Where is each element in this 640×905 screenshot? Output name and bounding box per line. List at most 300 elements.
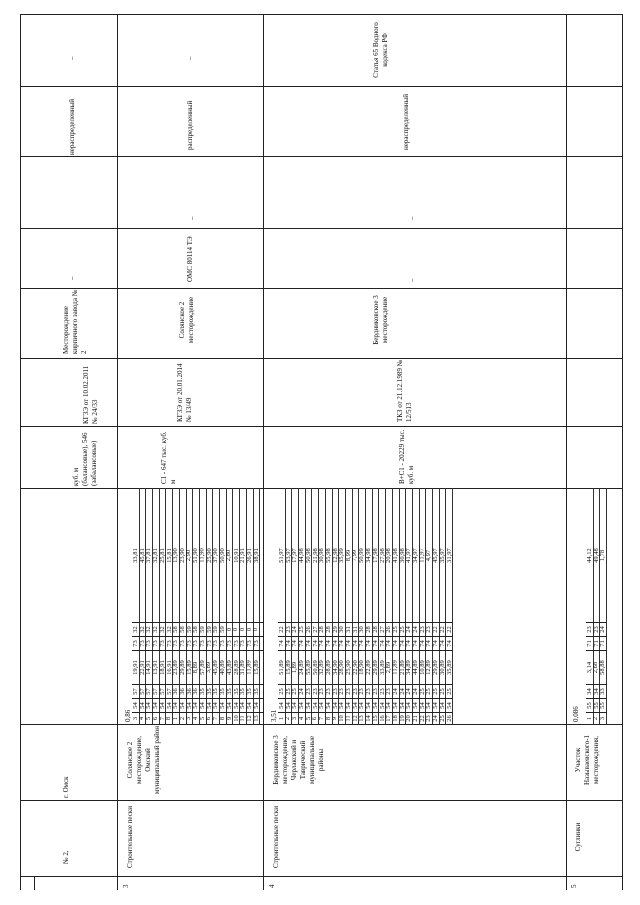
coordinate-value: 74: [411, 639, 419, 647]
coordinate-value: 12: [351, 714, 359, 722]
coordinate-value: 24: [431, 714, 439, 722]
coordinate-value: 54: [131, 701, 139, 709]
coordinate-cell: [446, 684, 453, 698]
coordinate-value: 30,89: [438, 659, 446, 675]
coordinate-value: 57: [151, 687, 159, 695]
coordinate-value: 8: [165, 716, 173, 720]
row-boundary-header: [117, 14, 118, 890]
coordinate-value: 44,98: [297, 547, 305, 563]
coordinate-value: 54: [212, 701, 220, 709]
coordinate-cell: [338, 488, 345, 622]
coordinate-cell: [412, 636, 419, 650]
row-boundary-3: [263, 14, 264, 890]
coordinate-value: 31: [351, 625, 359, 633]
coordinate-value: 33: [599, 687, 607, 695]
coordinate-value: 50,89: [311, 659, 319, 675]
coordinate-value: 32: [145, 625, 153, 633]
coordinate-value: 10,89: [418, 659, 426, 675]
coordinate-value: 23: [311, 687, 319, 695]
coordinate-value: 2: [178, 716, 186, 720]
coordinate-cell: [132, 684, 139, 698]
coordinate-value: 3: [131, 716, 139, 720]
coordinate-value: 54: [331, 701, 339, 709]
coordinate-value: 33,89: [378, 659, 386, 675]
coordinate-cell: [278, 684, 285, 698]
coordinate-cell: [152, 712, 159, 724]
coordinate-value: 4: [192, 716, 200, 720]
coordinate-cell: [345, 622, 352, 636]
coordinate-value: 21,91: [239, 547, 247, 563]
coordinate-value: 11,90: [198, 547, 206, 563]
coordinate-value: 25: [445, 687, 453, 695]
coordinate-cell: [599, 684, 606, 698]
coordinate-value: 44,89: [411, 659, 419, 675]
coordinate-subcol-line: [278, 636, 453, 637]
coordinate-value: 3,14: [585, 661, 593, 673]
coordinate-value: 2,90: [185, 549, 193, 561]
coordinate-value: 8: [324, 716, 332, 720]
coordinate-cell: [446, 488, 453, 622]
coordinate-cell: [212, 712, 219, 724]
coordinate-cell: [365, 488, 372, 622]
coordinate-cell: [379, 650, 386, 684]
coordinate-subcol-line: [278, 622, 453, 623]
coordinate-value: 35: [218, 687, 226, 695]
coordinate-cell: [226, 488, 233, 622]
coordinate-value: 35,97: [438, 547, 446, 563]
coordinate-value: 2,68: [592, 661, 600, 673]
coordinate-subcol-line: [586, 712, 607, 713]
coordinate-value: 5: [198, 716, 206, 720]
coordinate-cell: [253, 622, 260, 636]
row4-restrictions: Статья 65 Водного кодекса РФ: [372, 22, 389, 78]
coordinate-value: 8: [218, 716, 226, 720]
coordinate-value: 10,91: [232, 547, 240, 563]
row3-user: ОМС 80114 ТЭ: [186, 236, 194, 282]
coordinate-value: 73: [205, 639, 213, 647]
coordinate-value: 73: [158, 639, 166, 647]
coordinate-value: 58: [178, 625, 186, 633]
coordinate-value: 41,98: [391, 547, 399, 563]
coordinate-cell: [172, 712, 179, 724]
coordinate-cell: [325, 622, 332, 636]
coordinate-value: 74: [364, 639, 372, 647]
coordinate-value: 9: [225, 716, 233, 720]
coordinate-cell: [439, 712, 446, 724]
coordinate-cell: [132, 622, 139, 636]
coordinate-cell: [392, 698, 399, 712]
coordinate-value: 32: [158, 625, 166, 633]
coordinate-value: 34: [585, 687, 593, 695]
coordinate-value: 74: [358, 639, 366, 647]
coordinate-value: 6: [311, 716, 319, 720]
coordinate-value: 24: [398, 687, 406, 695]
coordinate-value: 29,89: [371, 659, 379, 675]
coordinate-cell: [439, 636, 446, 650]
coordinate-value: 5: [145, 716, 153, 720]
coordinate-value: 23,90: [178, 547, 186, 563]
coordinate-value: 73: [145, 639, 153, 647]
coordinate-value: 74: [405, 639, 413, 647]
coordinate-cell: [253, 650, 260, 684]
row3-license: –: [188, 216, 196, 220]
coordinate-value: 54: [165, 701, 173, 709]
coordinate-cell: [152, 650, 159, 684]
coordinate-value: 36: [192, 687, 200, 695]
coordinate-value: 23: [418, 625, 426, 633]
coordinate-value: 12,98: [331, 547, 339, 563]
coordinate-value: 25: [431, 687, 439, 695]
coordinate-subcol-line: [586, 622, 607, 623]
coordinate-value: 51,89: [277, 659, 285, 675]
coordinate-cell: [253, 712, 260, 724]
coordinate-value: 59: [185, 625, 193, 633]
coordinate-value: 28: [364, 625, 372, 633]
coordinate-cell: [345, 650, 352, 684]
coordinate-value: 1: [277, 716, 285, 720]
coordinate-value: 24: [391, 687, 399, 695]
coordinate-cell: [246, 684, 253, 698]
coordinate-value: 15: [371, 714, 379, 722]
coordinate-cell: [179, 698, 186, 712]
coordinate-value: 24: [297, 687, 305, 695]
coordinate-cell: [586, 622, 593, 636]
coordinate-value: 22,89: [364, 659, 372, 675]
coordinate-cell: [446, 622, 453, 636]
coordinate-value: 22: [418, 714, 426, 722]
coordinate-value: 54: [364, 701, 372, 709]
coordinate-value: 51,90: [192, 547, 200, 563]
coordinate-value: 22: [431, 625, 439, 633]
coordinate-cell: [446, 650, 453, 684]
coordinate-value: 22,90: [351, 659, 359, 675]
coordinate-value: 19: [398, 714, 406, 722]
row4-name: Бердниковское 3 месторождение, Черлакский и Таврический муниципальные районы: [272, 735, 325, 785]
coordinate-value: 40,89: [218, 659, 226, 675]
table-border-right: [622, 14, 623, 890]
coordinate-value: 35: [252, 687, 260, 695]
coordinate-value: 43,89: [225, 659, 233, 675]
col-boundary-9: [20, 800, 622, 801]
coordinate-value: 33,81: [131, 547, 139, 563]
coordinate-value: 35: [212, 687, 220, 695]
coordinate-value: 24: [411, 625, 419, 633]
coordinate-cell: [439, 488, 446, 622]
coordinate-cell: [392, 622, 399, 636]
coordinate-value: 15,89: [284, 659, 292, 675]
coordinate-cell: [446, 636, 453, 650]
coordinate-value: 55: [592, 701, 600, 709]
coordinate-value: 21,89: [398, 659, 406, 675]
coordinate-value: 2: [284, 716, 292, 720]
coordinate-subcol-line: [586, 684, 607, 685]
coordinate-value: 7: [318, 716, 326, 720]
coordinate-cell: [392, 636, 399, 650]
coordinate-cell: [325, 698, 332, 712]
coordinate-value: 27,98: [378, 547, 386, 563]
row4-area: 3,51: [270, 709, 278, 722]
coordinate-value: 29,89: [431, 659, 439, 675]
coordinate-cell: [318, 712, 325, 724]
coordinate-cell: [412, 712, 419, 724]
coordinate-cell: [226, 684, 233, 698]
coordinate-cell: [159, 636, 166, 650]
coordinate-value: 30: [358, 625, 366, 633]
coordinate-cell: [305, 488, 312, 622]
coordinate-value: 23: [425, 625, 433, 633]
coordinate-cell: [199, 684, 206, 698]
coordinate-value: 24: [411, 687, 419, 695]
coordinate-value: 28,90: [338, 659, 346, 675]
coordinate-value: 8,89: [192, 661, 200, 673]
row4-user: –: [408, 278, 416, 282]
coordinate-value: 31: [344, 625, 352, 633]
coordinate-value: 14: [364, 714, 372, 722]
coordinate-subcol-line: [132, 712, 264, 713]
coordinate-value: 54: [304, 701, 312, 709]
coordinate-value: 54: [324, 701, 332, 709]
coordinate-value: 27: [311, 625, 319, 633]
coordinate-cell: [298, 488, 305, 622]
coordinate-value: 58,88: [599, 659, 607, 675]
coordinate-value: 73: [178, 639, 186, 647]
coordinate-value: 26: [385, 625, 393, 633]
coordinate-value: 38,91: [252, 547, 260, 563]
col-boundary-10: [20, 876, 622, 877]
coordinate-value: 71: [585, 639, 593, 647]
row3-protocol: КГЗЭ от 20.01.2014 № 13/49: [176, 363, 193, 422]
coordinate-value: 73: [252, 639, 260, 647]
table-border-left: [20, 14, 21, 890]
coordinate-value: 23: [364, 687, 372, 695]
coordinate-value: 53,97: [284, 547, 292, 563]
coordinate-value: 74: [431, 639, 439, 647]
coordinate-cell: [253, 636, 260, 650]
coordinate-value: 55,89: [304, 659, 312, 675]
coordinate-cell: [439, 684, 446, 698]
coordinate-value: 22: [438, 625, 446, 633]
coordinate-value: 54: [151, 701, 159, 709]
coordinate-value: 73: [212, 639, 220, 647]
coordinate-value: 24: [291, 625, 299, 633]
row3-mineral: Строительные пески: [126, 806, 134, 868]
coordinate-cell: [199, 488, 206, 622]
coordinate-value: 11,89: [245, 659, 253, 675]
col-boundary-3: [20, 228, 622, 229]
row3-reserves: С1 - 647 тыс. куб. м: [160, 431, 177, 484]
coordinate-value: 51,97: [277, 547, 285, 563]
coordinate-cell: [586, 488, 593, 622]
coordinate-value: 30: [338, 625, 346, 633]
coordinate-value: 12: [245, 714, 253, 722]
row3-name: Солянское 2 месторождение, Омский муниципальный район: [126, 725, 161, 795]
coordinate-value: 55,98: [324, 547, 332, 563]
header-protocol: КГЗЭ от 10.02.2011 № 24/33: [82, 365, 99, 424]
coordinate-cell: [298, 650, 305, 684]
coordinate-value: 73: [232, 639, 240, 647]
coordinate-value: 73: [218, 639, 226, 647]
coordinate-value: 54: [344, 701, 352, 709]
coordinate-value: 22: [277, 625, 285, 633]
coordinate-value: 35: [225, 687, 233, 695]
header-city: г. Омск: [62, 776, 70, 798]
coordinate-value: 57: [131, 687, 139, 695]
coordinate-value: 27: [378, 625, 386, 633]
coordinate-value: 54: [418, 701, 426, 709]
coordinate-cell: [159, 650, 166, 684]
coordinate-value: 25: [425, 687, 433, 695]
coordinate-cell: [246, 488, 253, 622]
row-boundary-4: [566, 14, 567, 890]
coordinate-cell: [152, 488, 159, 622]
row4-category: нераспределенный: [402, 93, 410, 150]
coordinate-value: 6: [151, 716, 159, 720]
coordinate-value: 57: [138, 687, 146, 695]
coordinate-value: 23: [385, 687, 393, 695]
coordinate-cell: [432, 488, 439, 622]
col-boundary-5: [20, 358, 622, 359]
coordinate-cell: [246, 650, 253, 684]
coordinate-value: 36: [172, 687, 180, 695]
coordinate-value: 59: [198, 625, 206, 633]
coordinate-cell: [192, 712, 199, 724]
coordinate-value: 54: [158, 701, 166, 709]
coordinate-subcol-line: [586, 698, 607, 699]
coordinate-value: 35: [198, 687, 206, 695]
coordinate-value: 28: [371, 625, 379, 633]
coordinate-value: 71: [592, 639, 600, 647]
coordinate-value: 10: [338, 714, 346, 722]
coordinate-value: 1,89: [291, 661, 299, 673]
coordinate-value: 6: [205, 716, 213, 720]
coordinate-value: 17,98: [371, 547, 379, 563]
coordinate-cell: [226, 698, 233, 712]
coordinate-value: 1,78: [599, 549, 607, 561]
coordinate-value: 57: [158, 687, 166, 695]
coordinate-cell: [372, 636, 379, 650]
coordinate-value: 54: [358, 701, 366, 709]
coordinate-cell: [412, 684, 419, 698]
coordinate-value: 54: [405, 701, 413, 709]
coordinate-value: 14,91: [145, 659, 153, 675]
coordinate-value: 23: [425, 714, 433, 722]
row4-deposit: Бердниковское 3 месторождение: [372, 295, 389, 345]
coordinate-value: 30,98: [398, 547, 406, 563]
col-boundary-6: [20, 426, 622, 427]
coordinate-value: 24: [405, 687, 413, 695]
coordinate-value: 31,89: [239, 659, 247, 675]
coordinate-subcol-line: [278, 684, 453, 685]
coordinate-cell: [365, 650, 372, 684]
coordinate-cell: [586, 684, 593, 698]
coordinate-cell: [159, 488, 166, 622]
coordinate-value: 54: [172, 701, 180, 709]
coordinate-value: 74: [418, 639, 426, 647]
coordinate-value: 1: [585, 716, 593, 720]
coordinate-value: 55: [585, 701, 593, 709]
coordinate-value: 71: [599, 639, 607, 647]
coordinate-value: 54: [385, 701, 393, 709]
coordinate-value: 44,12: [585, 547, 593, 563]
coordinate-value: 29: [331, 625, 339, 633]
coordinate-value: 26,91: [245, 547, 253, 563]
col-boundary-1: [20, 86, 622, 87]
row4-license: –: [408, 216, 416, 220]
coordinate-cell: [325, 636, 332, 650]
coordinate-cell: [586, 698, 593, 712]
coordinate-value: 74: [425, 639, 433, 647]
coordinate-value: 37,81: [145, 547, 153, 563]
coordinate-cell: [412, 698, 419, 712]
coordinate-value: 25: [418, 687, 426, 695]
coordinate-value: 4,97: [425, 549, 433, 561]
coordinate-value: 16: [378, 714, 386, 722]
coordinate-value: 57: [165, 687, 173, 695]
coordinate-value: 34,98: [364, 547, 372, 563]
row4-protocol: ТКЗ от 21.12.1989 № 12/513: [396, 359, 413, 422]
coordinate-value: 34,89: [405, 659, 413, 675]
coordinate-value: 54: [192, 701, 200, 709]
coordinate-cell: [246, 636, 253, 650]
coordinate-value: 73: [172, 639, 180, 647]
header-deposit: Месторождение кирпичного завода № 2: [62, 289, 88, 354]
coordinate-subcol-line: [586, 650, 607, 651]
coordinate-cell: [372, 712, 379, 724]
coordinate-value: 74: [324, 639, 332, 647]
coordinate-value: 54: [411, 701, 419, 709]
coordinate-value: 54: [245, 701, 253, 709]
coordinate-subcol-line: [132, 622, 264, 623]
coordinate-cell: [345, 636, 352, 650]
coordinate-cell: [253, 698, 260, 712]
coordinate-cell: [219, 622, 226, 636]
coordinate-value: 7: [158, 716, 166, 720]
coordinate-cell: [179, 636, 186, 650]
row3-area: 0,86: [124, 709, 132, 722]
coordinate-cell: [159, 698, 166, 712]
coordinate-value: 17,97: [291, 547, 299, 563]
coordinate-value: 74: [351, 639, 359, 647]
coordinate-value: 54: [311, 701, 319, 709]
coordinate-value: 45,81: [138, 547, 146, 563]
coordinate-value: 23: [338, 687, 346, 695]
coordinate-cell: [179, 622, 186, 636]
coordinate-cell: [392, 712, 399, 724]
coordinate-value: 28,89: [232, 659, 240, 675]
coordinate-cell: [179, 650, 186, 684]
coordinate-value: 54: [205, 701, 213, 709]
coordinate-cell: [278, 698, 285, 712]
coordinate-value: 5: [304, 716, 312, 720]
coordinate-cell: [412, 488, 419, 622]
coordinate-cell: [305, 622, 312, 636]
coordinate-value: 20: [405, 714, 413, 722]
coordinate-value: 34,90: [331, 659, 339, 675]
coordinate-cell: [291, 712, 298, 724]
coordinate-value: 4: [297, 716, 305, 720]
coordinate-cell: [253, 684, 260, 698]
coordinate-subcol-line: [278, 712, 453, 713]
coordinate-value: 74: [291, 639, 299, 647]
coordinate-cell: [219, 712, 226, 724]
coordinate-cell: [446, 698, 453, 712]
coordinate-value: 21,98: [311, 547, 319, 563]
coordinate-value: 54: [291, 701, 299, 709]
coordinate-value: 74: [378, 639, 386, 647]
coordinate-value: 10: [232, 714, 240, 722]
coordinate-value: 23: [304, 687, 312, 695]
coordinate-value: 35,99: [338, 547, 346, 563]
